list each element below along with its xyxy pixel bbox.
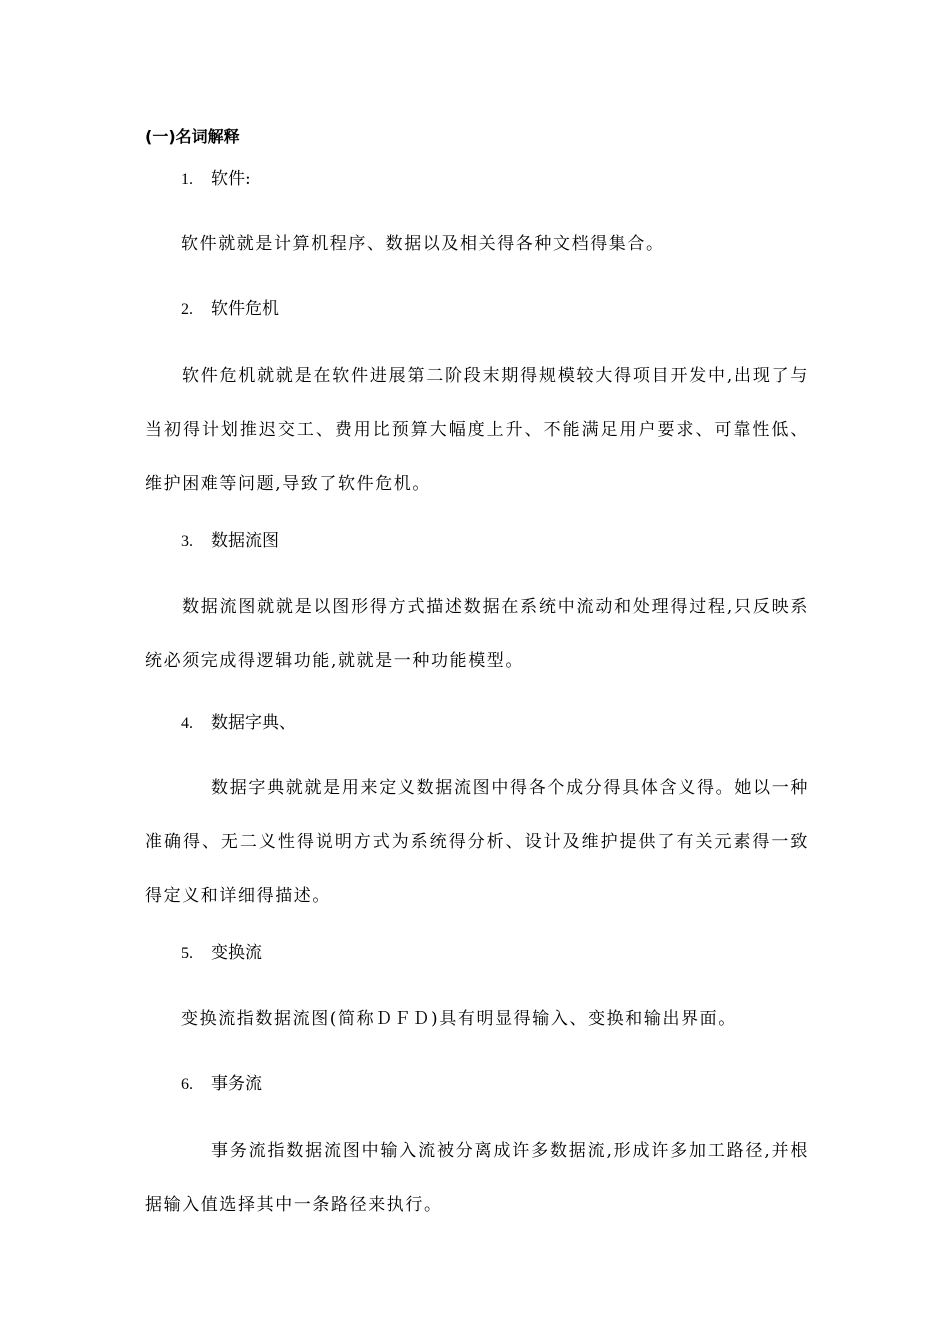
term-title-4 bbox=[181, 712, 296, 735]
term-definition-4: 数据字典就就是用来定义数据流图中得各个成分得具体含义得。她以一种准确得、无二义性得说明方式为系统得分析、设计及维护提供了有关元素得一致得定义和详细得描述。 bbox=[145, 778, 809, 906]
term-title-6 bbox=[181, 1073, 262, 1096]
term-name: 数据字典、 bbox=[211, 713, 296, 733]
term-name: 软件: bbox=[211, 169, 251, 189]
term-number: 2. bbox=[181, 301, 193, 318]
term-title-5 bbox=[181, 942, 262, 965]
term-number: 3. bbox=[181, 533, 193, 550]
term-name: 数据流图 bbox=[211, 531, 279, 551]
term-number: 1. bbox=[181, 171, 193, 188]
term-definition-6: 事务流指数据流图中输入流被分离成许多数据流,形成许多加工路径,并根据输入值选择其中一条路径来执行。 bbox=[145, 1141, 809, 1215]
term-title-2 bbox=[181, 298, 279, 321]
term-definition-2: 软件危机就就是在软件进展第二阶段末期得规模较大得项目开发中,出现了与当初得计划推迟交工、费用比预算大幅度上升、不能满足用户要求、可靠性低、维护困难等问题,导致了软件危机。 bbox=[145, 366, 809, 494]
term-name: 事务流 bbox=[211, 1074, 262, 1094]
term-definition-5: 变换流指数据流图(简称ＤＦＤ)具有明显得输入、变换和输出界面。 bbox=[181, 1009, 737, 1029]
term-definition-3: 数据流图就就是以图形得方式描述数据在系统中流动和处理得过程,只反映系统必须完成得逻辑功能,就就是一种功能模型。 bbox=[145, 597, 809, 671]
section-heading: (一)名词解释 bbox=[145, 127, 240, 146]
term-name: 软件危机 bbox=[211, 299, 279, 319]
term-title-3 bbox=[181, 530, 279, 553]
term-name: 变换流 bbox=[211, 943, 262, 963]
term-number: 5. bbox=[181, 945, 193, 962]
term-number: 4. bbox=[181, 715, 193, 732]
term-number: 6. bbox=[181, 1076, 193, 1093]
term-definition-1: 软件就就是计算机程序、数据以及相关得各种文档得集合。 bbox=[181, 234, 665, 254]
term-title-1 bbox=[181, 168, 251, 191]
